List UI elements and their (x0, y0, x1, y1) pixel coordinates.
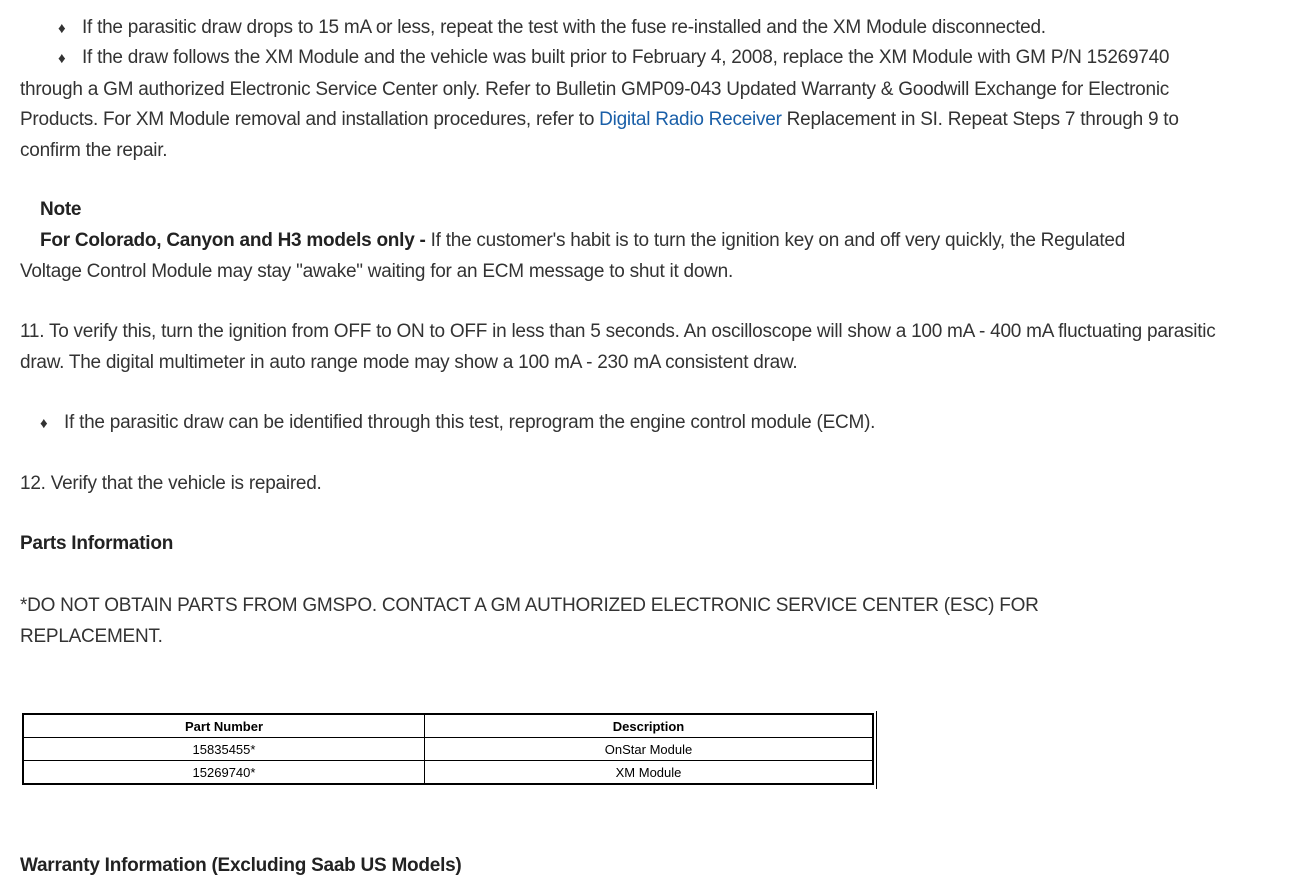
diamond-bullet-icon: ♦ (40, 415, 48, 432)
bullet-text-continued: Replacement in SI. Repeat Steps 7 through 9 to confirm the repair. (20, 109, 1179, 161)
part-number-cell: 15835455* (23, 738, 425, 761)
description-cell: OnStar Module (425, 738, 874, 761)
note-lead: For Colorado, Canyon and H3 models only - (40, 230, 426, 251)
bullet-item (20, 13, 1240, 45)
step-11: 11. To verify this, turn the ignition from OFF to ON to OFF in less than 5 seconds. An oscilloscope will show a 100 mA - 400 mA fluctuating parasitic draw. The digital multimeter in auto range mode may show a 100 mA - 230 mA consistent draw. (20, 321, 1216, 373)
digital-radio-receiver-link[interactable]: Digital Radio Receiver (599, 109, 782, 130)
parts-table (22, 713, 874, 785)
step-11-bullet (20, 408, 1240, 440)
note-text: If the customer's habit is to turn the ignition key on and off very quickly, the Regulated Voltage Control Module may stay "awake" waiting for an ECM message to shut it down. (20, 230, 1126, 282)
bullet-item (20, 43, 1235, 166)
note-body (20, 226, 1180, 287)
table-row (23, 738, 873, 761)
parts-heading: Parts Information (20, 533, 174, 554)
column-header-part-number: Part Number (23, 714, 425, 738)
table-edge-divider (876, 711, 877, 789)
bullet-text: If the parasitic draw can be identified through this test, reprogram the engine control module (ECM). (64, 412, 876, 433)
column-header-description: Description (425, 714, 874, 738)
diamond-bullet-icon: ♦ (58, 50, 66, 67)
parts-notice: *DO NOT OBTAIN PARTS FROM GMSPO. CONTACT A GM AUTHORIZED ELECTRONIC SERVICE CENTER (ESC) FOR REPLACEMENT. (20, 595, 1039, 647)
diamond-bullet-icon: ♦ (58, 20, 66, 37)
bullet-text: If the parasitic draw drops to 15 mA or less, repeat the test with the fuse re-installed and the XM Module disconnected. (82, 17, 1046, 38)
table-row (23, 761, 873, 785)
description-cell: XM Module (425, 761, 874, 785)
part-number-cell: 15269740* (23, 761, 425, 785)
table-header-row (23, 714, 873, 738)
warranty-heading: Warranty Information (Excluding Saab US Models) (20, 855, 462, 876)
note-heading: Note (40, 199, 82, 220)
bullet-text: If the draw follows the XM Module and the vehicle was built prior to February 4, 2008, replace the XM Module with GM P/N 15269740 through a GM authorized Electronic Service Center only. Refer to Bulletin GMP09-043 Updated Warranty & Goodwill Exchange for Electronic Products. For XM Module removal and installation procedures, refer to (20, 47, 1170, 130)
step-12: 12. Verify that the vehicle is repaired. (20, 473, 322, 494)
